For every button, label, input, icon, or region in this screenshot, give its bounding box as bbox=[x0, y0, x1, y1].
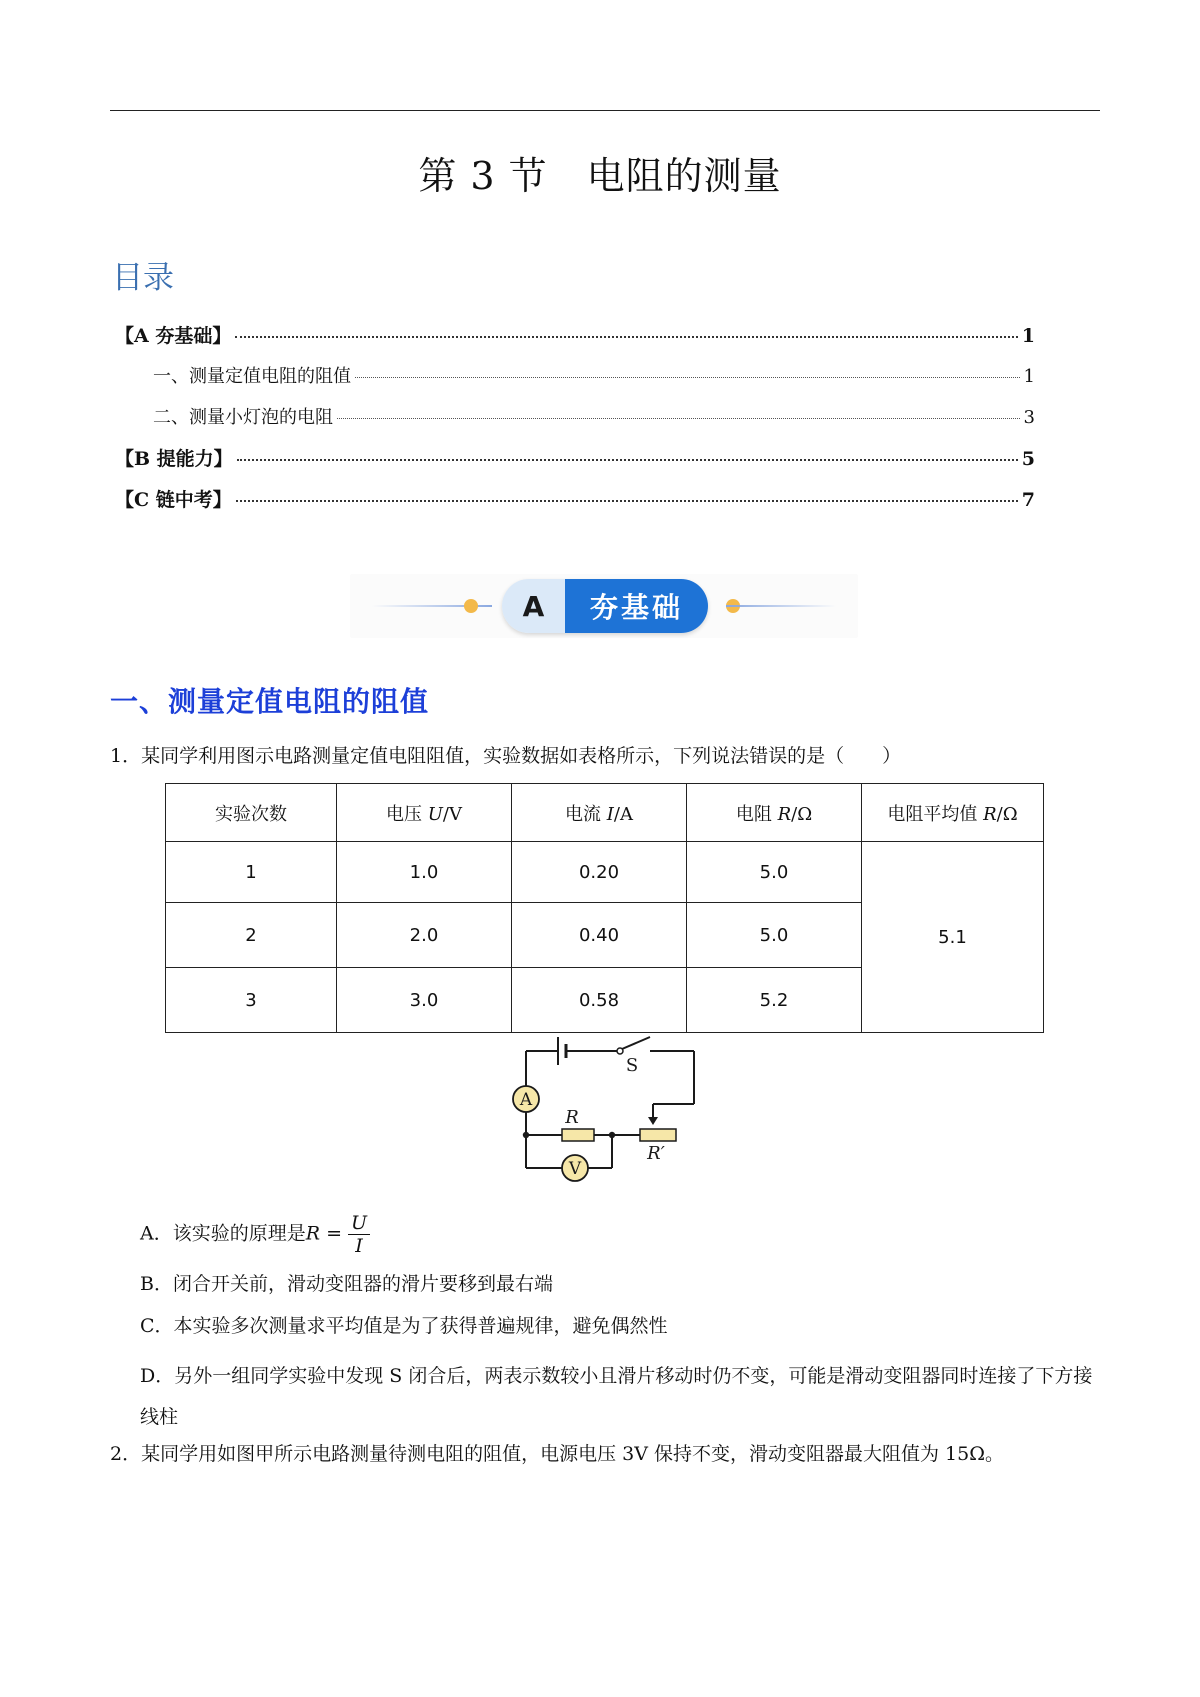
banner-pill bbox=[502, 579, 708, 633]
toc-entry-a-1[interactable] bbox=[153, 362, 1035, 386]
table-cell: 1.0 bbox=[337, 842, 512, 903]
switch-contact bbox=[617, 1048, 623, 1054]
table-cell: 1 bbox=[166, 842, 337, 903]
table-cell: 0.20 bbox=[512, 842, 687, 903]
table-header-cell bbox=[166, 784, 337, 842]
section-heading: 一、测量定值电阻的阻值 bbox=[110, 685, 430, 718]
toc-entry-c[interactable] bbox=[115, 485, 1035, 509]
toc-entry-page: 1 bbox=[1021, 325, 1035, 347]
toc-entry-a-2[interactable] bbox=[153, 403, 1035, 427]
toc-leader bbox=[236, 500, 1018, 502]
header-unit: /V bbox=[442, 803, 462, 825]
toc-leader bbox=[355, 377, 1020, 378]
table-cell: 3.0 bbox=[337, 968, 512, 1033]
header-unit: /Ω bbox=[791, 803, 813, 825]
table-cell: 3 bbox=[166, 968, 337, 1033]
resistor-label: R bbox=[565, 1107, 579, 1128]
toc-list bbox=[115, 321, 1035, 509]
voltmeter-label: V bbox=[568, 1159, 582, 1179]
rheostat bbox=[640, 1129, 676, 1141]
header-var: R bbox=[777, 803, 792, 825]
switch-label: S bbox=[625, 1055, 639, 1076]
option-d[interactable]: D．另外一组同学实验中发现 S 闭合后，两表示数较小且滑片移动时仍不变，可能是滑动变阻器同时连接了下方接线柱 bbox=[140, 1365, 1093, 1428]
table-cell: 0.40 bbox=[512, 903, 687, 968]
table-cell: 5.2 bbox=[687, 968, 862, 1033]
toc-entry-a[interactable] bbox=[115, 321, 1035, 345]
data-table bbox=[165, 783, 1044, 1033]
toc-entry-label: 【C 链中考】 bbox=[115, 489, 232, 511]
table-header-cell bbox=[512, 784, 687, 842]
header-text: 实验次数 bbox=[215, 803, 287, 825]
option-c[interactable]: C．本实验多次测量求平均值是为了获得普遍规律，避免偶然性 bbox=[140, 1315, 668, 1337]
toc-leader bbox=[235, 336, 1017, 338]
table-cell: 5.0 bbox=[687, 903, 862, 968]
toc-entry-b[interactable] bbox=[115, 444, 1035, 468]
banner-line-right bbox=[726, 605, 836, 607]
slider-arrow-icon bbox=[648, 1117, 658, 1125]
formula-fraction bbox=[348, 1212, 370, 1257]
toc-entry-page: 7 bbox=[1021, 489, 1035, 511]
toc-entry-label: 一、测量定值电阻的阻值 bbox=[153, 366, 351, 387]
page-title: 第 3 节 电阻的测量 bbox=[418, 154, 782, 198]
table-header-cell bbox=[687, 784, 862, 842]
circuit-diagram bbox=[500, 1025, 710, 1195]
table-cell-average: 5.1 bbox=[862, 842, 1044, 1033]
formula-var: R bbox=[305, 1222, 321, 1245]
question-2-text: 2．某同学用如图甲所示电路测量待测电阻的阻值，电源电压 3V 保持不变，滑动变阻器最大阻值为 15Ω。 bbox=[110, 1443, 1004, 1465]
fraction-numerator: U bbox=[348, 1212, 370, 1235]
junction-dot bbox=[609, 1132, 615, 1138]
toc-entry-label: 二、测量小灯泡的电阻 bbox=[153, 407, 333, 428]
header-var: I bbox=[606, 803, 614, 825]
banner-dot-left bbox=[464, 599, 478, 613]
header-var: U bbox=[427, 803, 443, 825]
table-cell: 2.0 bbox=[337, 903, 512, 968]
junction-dot bbox=[523, 1132, 529, 1138]
header-var: R bbox=[983, 803, 997, 825]
option-a-text: A．该实验的原理是 bbox=[140, 1222, 306, 1245]
table-row bbox=[166, 842, 1044, 903]
header-text: 电阻 bbox=[735, 803, 778, 825]
fraction-denominator: I bbox=[355, 1235, 363, 1257]
formula-eq: = bbox=[320, 1222, 343, 1245]
rheostat-label: R′ bbox=[647, 1143, 665, 1164]
toc-heading: 目录 bbox=[112, 260, 174, 296]
header-unit: /A bbox=[613, 803, 633, 825]
toc-entry-label: 【A 夯基础】 bbox=[115, 325, 232, 347]
toc-entry-label: 【B 提能力】 bbox=[115, 448, 233, 470]
banner-letter: A bbox=[502, 579, 565, 633]
header-unit: /Ω bbox=[996, 803, 1018, 825]
toc-leader bbox=[337, 418, 1020, 419]
table-header-cell bbox=[862, 784, 1044, 842]
switch-blade bbox=[622, 1037, 650, 1049]
table-cell: 5.0 bbox=[687, 842, 862, 903]
table-cell: 2 bbox=[166, 903, 337, 968]
option-b[interactable]: B．闭合开关前，滑动变阻器的滑片要移到最右端 bbox=[140, 1273, 553, 1295]
banner-text: 夯基础 bbox=[565, 579, 708, 633]
toc-entry-page: 3 bbox=[1023, 407, 1035, 428]
header-rule bbox=[110, 110, 1100, 111]
toc-leader bbox=[237, 459, 1018, 461]
resistor-r bbox=[562, 1129, 594, 1141]
header-text: 电流 bbox=[565, 803, 607, 825]
header-text: 电压 bbox=[386, 803, 428, 825]
header-text: 电阻平均值 bbox=[887, 803, 984, 825]
option-a[interactable] bbox=[140, 1212, 370, 1257]
toc-entry-page: 1 bbox=[1023, 366, 1035, 387]
ammeter-label: A bbox=[519, 1090, 533, 1110]
question-1-text: 1．某同学利用图示电路测量定值电阻阻值，实验数据如表格所示，下列说法错误的是（ ） bbox=[110, 745, 902, 767]
table-header-cell bbox=[337, 784, 512, 842]
table-cell: 0.58 bbox=[512, 968, 687, 1033]
section-banner bbox=[350, 574, 858, 638]
toc-entry-page: 5 bbox=[1021, 448, 1035, 470]
table-header-row bbox=[166, 784, 1044, 842]
